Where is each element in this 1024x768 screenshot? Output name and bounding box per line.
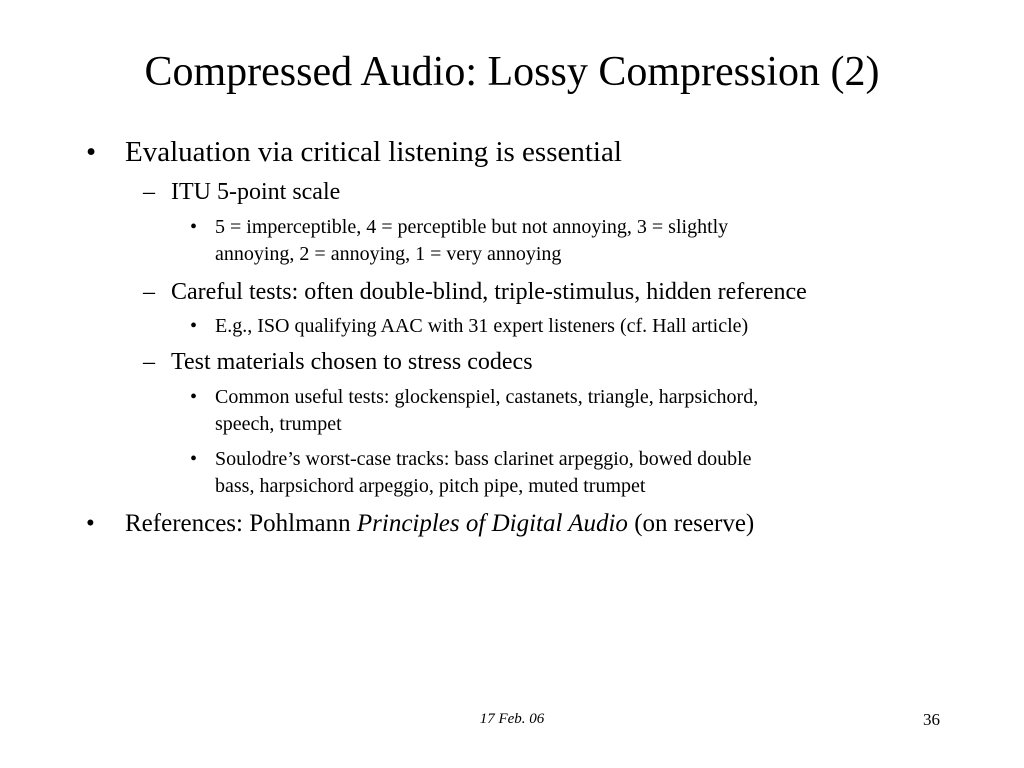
references-suffix: (on reserve) <box>627 510 755 537</box>
bullet-text: Evaluation via critical listening is essential <box>125 136 622 168</box>
bullet-text-line-2: annoying, 2 = annoying, 1 = very annoying <box>215 243 562 265</box>
bullet-text: E.g., ISO qualifying AAC with 31 expert listeners (cf. Hall article) <box>215 315 749 337</box>
book-title: Principles of Digital Audio <box>356 510 628 537</box>
bullet-text <box>125 507 754 541</box>
slide-title: Compressed Audio: Lossy Compression (2) <box>144 49 880 95</box>
sub-sub-bullet-scale-values <box>190 214 728 268</box>
bullet-marker: • <box>190 386 198 408</box>
sub-bullet-itu-scale <box>143 178 340 206</box>
bullet-text-line-1: 5 = imperceptible, 4 = perceptible but not annoying, 3 = slightly <box>215 216 729 238</box>
references-prefix: References: Pohlmann <box>125 510 357 537</box>
sub-bullet-test-materials <box>143 348 533 376</box>
bullet-text-line-1: Common useful tests: glockenspiel, castanets, triangle, harpsichord, <box>215 386 759 408</box>
bullet-marker: • <box>190 448 198 470</box>
bullet-evaluation <box>86 135 622 169</box>
bullet-text-line-2: bass, harpsichord arpeggio, pitch pipe, muted trumpet <box>215 475 646 497</box>
bullet-marker: • <box>86 136 97 168</box>
dash-marker: – <box>143 279 155 305</box>
dash-marker: – <box>143 349 155 375</box>
sub-sub-bullet-common-tests <box>190 384 758 438</box>
bullet-text-line-1: Soulodre’s worst-case tracks: bass clarinet arpeggio, bowed double <box>215 448 752 470</box>
sub-sub-bullet-soulodre-tracks <box>190 446 752 500</box>
footer-date: 17 Feb. 06 <box>479 711 545 727</box>
slide-number: 36 <box>923 710 940 729</box>
bullet-text: ITU 5-point scale <box>171 179 341 205</box>
bullet-text: Test materials chosen to stress codecs <box>171 349 533 375</box>
dash-marker: – <box>143 179 155 205</box>
bullet-marker: • <box>86 510 95 537</box>
bullet-marker: • <box>190 315 198 337</box>
sub-bullet-careful-tests <box>143 278 807 306</box>
bullet-text: Careful tests: often double-blind, triple-stimulus, hidden reference <box>171 279 807 305</box>
bullet-text-line-2: speech, trumpet <box>215 413 342 435</box>
sub-sub-bullet-iso-aac <box>190 313 748 340</box>
bullet-references <box>86 507 754 541</box>
bullet-marker: • <box>190 216 198 238</box>
